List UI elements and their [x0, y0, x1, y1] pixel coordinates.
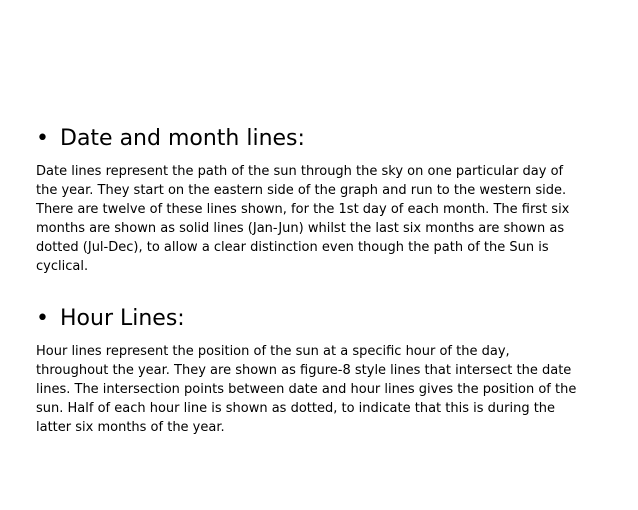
bullet-icon: • [36, 306, 49, 331]
section-heading [36, 120, 602, 158]
heading-date-month-lines: Date and month lines: [60, 126, 305, 151]
section-heading [36, 300, 602, 338]
section-hour-lines [36, 300, 602, 437]
paragraph-hour-lines: Hour lines represent the position of the sun at a specific hour of the day, throughout the year. They are shown as figure-8 style lines that intersect the date lines. The intersection points between date and hour lines gives the position of the sun. Half of each hour line is shown as dotted, to indicate that this is during the latter six months of the year. [36, 344, 577, 435]
section-date-month-lines [36, 120, 602, 276]
bullet-icon: • [36, 126, 49, 151]
heading-hour-lines: Hour Lines: [60, 306, 185, 331]
paragraph-date-month-lines: Date lines represent the path of the sun through the sky on one particular day of the year. They start on the eastern side of the graph and run to the western side. There are twelve of these lines shown, for the 1st day of each month. The first six months are shown as solid lines (Jan-Jun) whilst the last six months are shown as dotted (Jul-Dec), to allow a clear distinction even though the path of the Sun is cyclical. [36, 164, 570, 274]
